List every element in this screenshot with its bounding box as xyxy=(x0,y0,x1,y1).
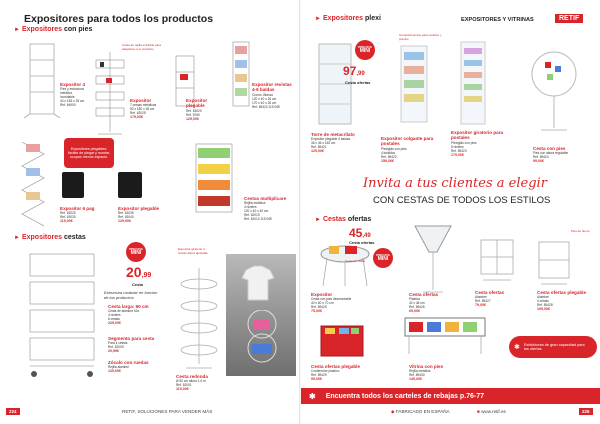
product-image-wire-cube xyxy=(477,236,517,284)
product-desc: Plexiglás con pies 4 bolsillos Ref. 89422 xyxy=(381,146,407,159)
product-image-round-stand xyxy=(176,264,222,374)
product-desc: 7 cestas metálicas 50 x 180 x 35 cm Ref. 62025 xyxy=(130,103,157,116)
footer-made-label: FABRICADO EN ESPAÑA xyxy=(395,409,450,414)
product-price: 69,00€ xyxy=(409,309,420,314)
product-info-oferta-3 xyxy=(475,290,519,307)
product-info-5 xyxy=(60,206,104,223)
product-info-6 xyxy=(118,206,162,223)
page-number-right: 225 xyxy=(579,408,593,415)
product-image-bag-2 xyxy=(118,172,142,198)
product-info-11 xyxy=(176,374,226,391)
product-price: 129,00€ xyxy=(108,369,121,374)
product-name: Expositor revistas 4-6 baldas xyxy=(252,82,292,93)
star-icon: ✱ xyxy=(514,344,520,351)
cart-icon: ■ xyxy=(477,409,480,414)
price-cents: ,49 xyxy=(362,233,371,239)
product-name: Expositor 4 xyxy=(60,82,86,87)
product-price: 179,00€ xyxy=(130,115,143,120)
section-header-plexi xyxy=(315,15,381,22)
product-price: 109,00€ xyxy=(537,307,550,312)
product-image-magazine-rack xyxy=(230,40,252,110)
product-desc: Plástico 42 x 48 cm Ref. 89426 xyxy=(409,297,425,310)
callout-stand: Expositor giratorio 4 cestas altura ajustable xyxy=(178,247,208,255)
footer-web[interactable] xyxy=(477,409,506,414)
promo-bar-text: Encuentra todos los carteles de rebajas p.76-77 xyxy=(325,392,485,400)
product-info-oferta-1 xyxy=(311,292,397,313)
brand-logo: RETIF xyxy=(555,14,583,23)
arrow-icon: ► xyxy=(14,27,20,33)
product-info-oferta-4 xyxy=(537,290,595,311)
big-price-label: Cesta xyxy=(132,282,143,287)
product-image-table-display xyxy=(401,314,489,358)
product-desc: Para 4 cestas Ref. 62005 xyxy=(108,341,128,350)
star-icon: ✱ xyxy=(309,391,316,401)
product-info-3 xyxy=(186,98,218,121)
product-image-bag-1 xyxy=(62,172,84,198)
price-int: 97 xyxy=(343,64,357,78)
big-price-3 xyxy=(349,226,371,240)
product-price: 159,00€ xyxy=(381,158,394,163)
product-name: Cesta redonda xyxy=(176,374,208,379)
product-price: 125,00€ xyxy=(186,116,199,121)
section-label-rest: ofertas xyxy=(347,216,372,223)
price-int: 20 xyxy=(126,264,142,280)
product-desc: Cesta con pies desmontable 40 x 60 x 70 cm Ref. 89425 xyxy=(311,297,352,310)
product-price: 179,00€ xyxy=(451,152,464,157)
product-name: Cesta con pies xyxy=(533,146,566,151)
price-cents: ,99 xyxy=(141,272,152,279)
footer-text-left: RETIF, SOLUCIONES PARA VENDER MÁS xyxy=(122,409,213,414)
product-price: 129,00€ xyxy=(118,219,131,224)
product-image-basket-stand xyxy=(192,140,236,216)
product-price: Ref. 65320 119,00€ xyxy=(252,104,280,109)
product-name: Cesta larga: 60 cm xyxy=(108,304,149,309)
product-name: Expositor plegable xyxy=(186,98,208,109)
product-info-7 xyxy=(244,196,296,221)
product-name: Cesta ofertas plegable xyxy=(537,290,587,295)
product-name: Expositor plegable xyxy=(118,206,160,211)
left-page xyxy=(0,0,299,424)
section-label: Expositores xyxy=(21,26,63,33)
callout-cesta: Cesta de malla xyxy=(345,259,366,263)
info-bubble-1: Expositores plegables: fáciles de plegar y montar, ocupan menos espacio. xyxy=(64,138,114,168)
big-price-label-3: Cesta ofertas xyxy=(349,240,375,245)
section-header-ofertas xyxy=(315,216,371,223)
brand-label: EXPOSITORES Y VITRINAS xyxy=(461,17,534,23)
product-price: 119,00€ xyxy=(176,387,189,392)
product-price: Ref. 62010 119,00€ xyxy=(244,217,272,222)
badge-precios-mini-3 xyxy=(373,248,393,268)
product-desc: Rejilla metálica 4 niveles 120 x 40 x 40 cm Ref. 62015 xyxy=(244,201,269,218)
product-desc: Pies con altura regulable Ref. 89424 xyxy=(533,151,569,160)
product-desc: Plexiglás con pies 5 niveles Ref. 89423 xyxy=(451,140,477,153)
product-desc: Cesta de alambre 60x 4 niveles 6 cestas xyxy=(108,309,140,322)
product-price: 99,00€ xyxy=(533,159,544,164)
product-price: 119,00€ xyxy=(60,219,73,224)
product-image-basket-tower xyxy=(22,248,102,382)
section-header-pies xyxy=(14,26,92,33)
product-info-oferta-5 xyxy=(311,364,371,381)
product-name: Expositor xyxy=(130,98,152,103)
product-name: Expositor giratorio para postales xyxy=(451,130,504,141)
product-image-postal-tower xyxy=(453,40,493,126)
product-name: Cestas multiplicare xyxy=(244,196,287,201)
right-page xyxy=(301,0,600,424)
badge-precios-mini-2 xyxy=(355,40,375,60)
product-price: 129,00€ xyxy=(311,149,324,154)
product-name: Segmento para cesta xyxy=(108,336,155,341)
product-price: 149,00€ xyxy=(409,377,422,382)
product-image-plastic-bin xyxy=(317,322,367,362)
big-price xyxy=(126,264,151,280)
script-subheadline: CON CESTAS DE TODOS LOS ESTILOS xyxy=(373,195,551,206)
section-header-cestas xyxy=(14,234,86,241)
product-name: Expositor 6 pag xyxy=(60,206,95,211)
badge-line-2: MINI xyxy=(130,250,142,256)
product-image-round-basket xyxy=(317,240,373,290)
callout-plexi: Compartimentos para carteles y precios xyxy=(399,33,442,41)
product-info-8 xyxy=(108,304,174,325)
section-label: Expositores xyxy=(322,15,364,22)
product-desc: Ø 50 cm altura 1,6 m Ref. 62001 xyxy=(176,379,206,388)
arrow-icon: ► xyxy=(315,217,321,223)
product-desc: Ref. 63025 Ref. 63030 xyxy=(60,211,76,220)
price-cents: ,99 xyxy=(356,71,365,77)
badge-line-1: PRECIOS xyxy=(358,45,372,49)
product-image-hangers xyxy=(238,310,286,364)
section-label: Cestas xyxy=(322,216,346,223)
product-info-plexi-1 xyxy=(311,132,371,153)
product-image-postal-stand xyxy=(397,44,431,124)
product-desc: Rejilla alambre xyxy=(108,365,130,370)
product-desc: Ref. 63020 Ref. 8760 xyxy=(186,108,202,117)
badge-line-1: PRECIOS xyxy=(376,253,390,257)
footer-web-label: www.retif.es xyxy=(481,409,506,414)
page-title: Expositores para todos los productos xyxy=(24,13,214,25)
product-info-oferta-6 xyxy=(409,364,469,381)
section-label-rest: cestas xyxy=(63,234,86,241)
product-desc: Alambre 4 cestas Ref. 89428 xyxy=(537,295,553,308)
footer-made-in xyxy=(391,409,450,415)
product-price: 229,00€ xyxy=(108,321,121,326)
section-label: Expositores xyxy=(21,234,63,241)
section-label-rest: con pies xyxy=(63,26,93,33)
product-desc: Pies y estructura metálica. Inoxidable. 40 x 156 x 35 cm xyxy=(60,87,85,104)
product-info-2 xyxy=(130,98,162,119)
product-name: Torre de metacrilato xyxy=(311,132,355,137)
big-price-2 xyxy=(343,64,365,78)
product-desc: Expositor plegable 4 baldas 36 x 36 x 162 cm Ref. 89421 xyxy=(311,137,351,150)
script-headline: Invita a tus clientes a elegir xyxy=(363,176,547,191)
product-info-1 xyxy=(60,82,92,107)
handwritten-note: Estructura modular en función de tus productos xyxy=(104,290,158,300)
badge-line-2: MINI xyxy=(377,256,389,262)
callout-top: Cesta de rejilla extraíble para adaptarse a tu producto xyxy=(122,43,162,51)
product-image-wire-cube-2 xyxy=(535,238,573,288)
callout-pie: Pies de hierro xyxy=(571,229,590,233)
info-bubble-2-wrap xyxy=(509,336,597,358)
product-name: Cesta ofertas xyxy=(409,292,439,297)
info-bubble-2: Exhibidores de gran capacidad para tus ofertas xyxy=(523,342,585,351)
product-name: Zócalo con ruedas xyxy=(108,360,149,365)
badge-line-1: PRECIOS xyxy=(129,247,143,251)
product-name: Cesta ofertas plegable xyxy=(311,364,361,369)
product-info-9 xyxy=(108,336,174,353)
product-info-plexi-2 xyxy=(381,136,445,163)
product-price: 20,99€ xyxy=(108,349,119,354)
product-image-shirt xyxy=(238,264,278,304)
product-image-zigzag-rack xyxy=(18,138,48,228)
price-int: 45 xyxy=(349,226,363,240)
product-desc: Contenedor plástico Ref. 89429 xyxy=(311,369,340,378)
product-info-plexi-3 xyxy=(451,130,521,157)
product-price: 75,00€ xyxy=(311,309,322,314)
badge-line-2: MINI xyxy=(359,48,371,54)
product-ref: Ref. 64900 xyxy=(60,103,76,108)
product-info-4 xyxy=(252,82,296,109)
product-image-rotary-stand xyxy=(529,48,579,134)
page-number-left: 224 xyxy=(6,408,20,415)
badge-precios-mini xyxy=(126,242,146,262)
product-desc: Alambre Ref. 89427 xyxy=(475,295,491,304)
arrow-icon: ► xyxy=(14,235,20,241)
product-info-10 xyxy=(108,360,174,373)
product-desc: Cromo. Blanco 120 x 40 x 26 cm 170 x 40 x 26 cm xyxy=(252,92,277,105)
product-image-wire-baskets xyxy=(92,50,128,136)
big-price-label-2: Cesta ofertas xyxy=(345,80,371,85)
product-price: 99,00€ xyxy=(311,377,322,382)
section-label-rest: plexi xyxy=(364,15,381,22)
product-name: Expositor xyxy=(311,292,333,297)
shield-icon: ◆ xyxy=(391,409,395,414)
product-image-stand-white xyxy=(22,40,62,120)
product-name: Cesta ofertas xyxy=(475,290,505,295)
product-info-oferta-2 xyxy=(409,292,451,313)
product-name: Expositor colgante para postales xyxy=(381,136,434,147)
promo-bar[interactable] xyxy=(301,388,600,404)
product-desc: Ref. 63035 Ref. 63040 xyxy=(118,211,134,220)
product-image-funnel-basket xyxy=(413,222,453,296)
product-price: 79,00€ xyxy=(475,303,486,308)
product-desc: Rejilla metálica Ref. 89430 xyxy=(409,369,431,378)
arrow-icon: ► xyxy=(315,16,321,22)
product-name: Vitrina con pies xyxy=(409,364,444,369)
product-info-plexi-4 xyxy=(533,146,595,163)
